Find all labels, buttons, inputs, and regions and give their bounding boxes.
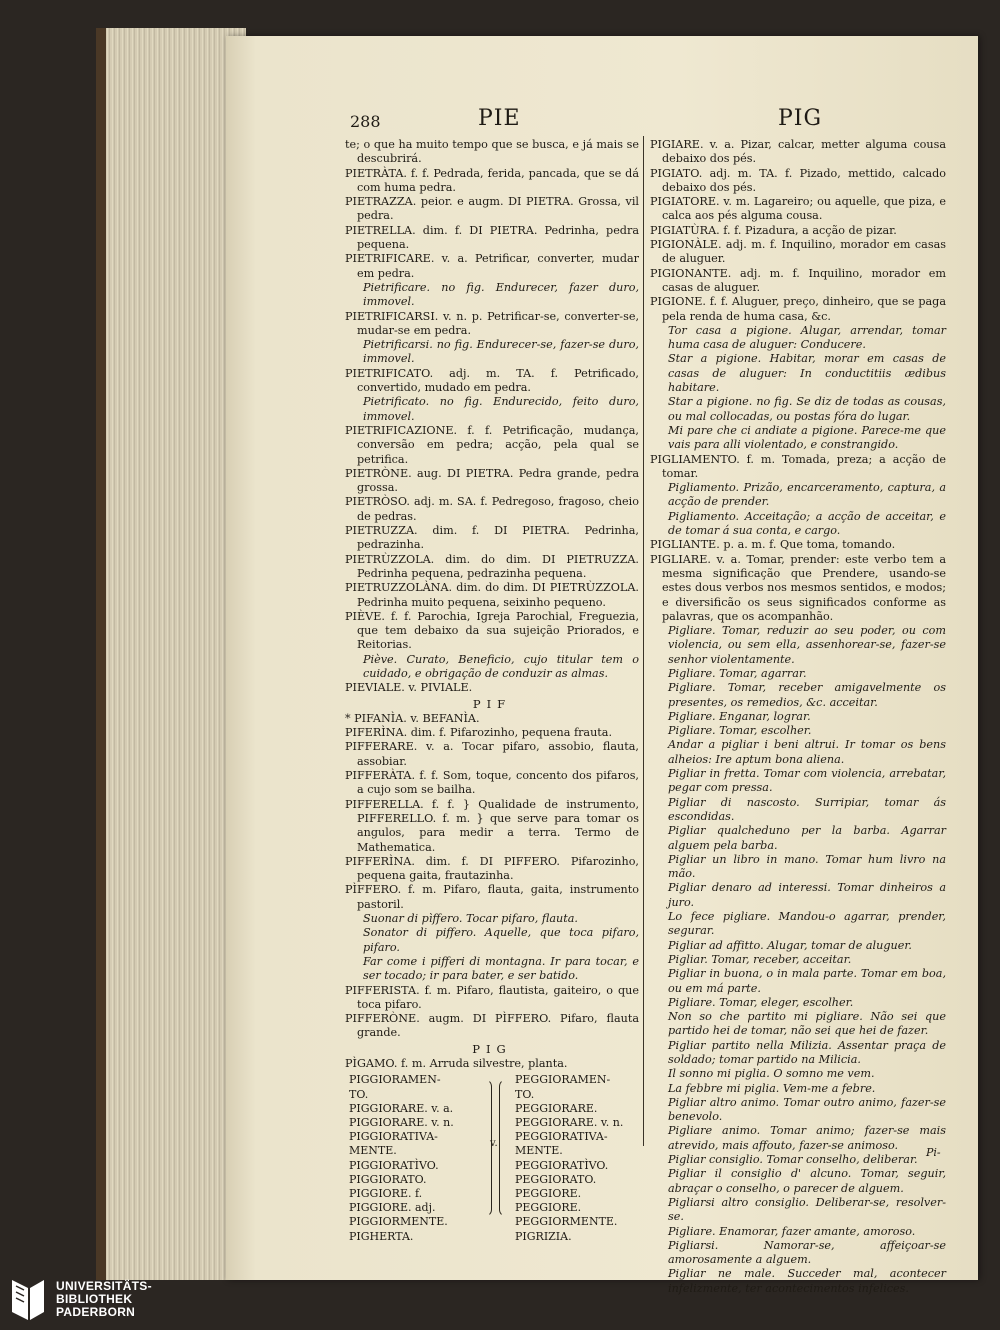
sub-entry: Pigliar ad affitto. Alugar, tomar de aluguer. bbox=[668, 938, 912, 952]
variant-item: PIGHERTA. bbox=[349, 1229, 414, 1243]
sub-entry: Pigliar qualcheduno per la barba. Agarrar alguem pela barba. bbox=[668, 824, 946, 852]
left-column bbox=[345, 138, 639, 1243]
variant-item: PIGGIORAMEN- bbox=[349, 1073, 441, 1087]
book-page-edges bbox=[96, 28, 246, 1280]
sub-entry: Andar a pigliar i beni altrui. Ir tomar os bens alheios: Ire aptum bona aliena. bbox=[668, 738, 946, 766]
variant-list-right bbox=[515, 1073, 645, 1243]
variant-item: MENTE. bbox=[515, 1144, 563, 1158]
page-header bbox=[0, 106, 1000, 136]
catchword: Pi- bbox=[926, 1146, 941, 1159]
sub-entry: Pigliar in buona, o in mala parte. Tomar em boa, ou em má parte. bbox=[668, 967, 946, 995]
dictionary-entry: PIFFERÀTA. f. f. Som, toque, concento dos pifaros, a cujo som se bailha. bbox=[345, 769, 639, 797]
sub-entry: Pigliare. Tomar, reduzir ao seu poder, ou com violencia, ou sem ella, assenhorear-se, fazer-se senhor violentamente. bbox=[668, 624, 946, 666]
running-head-left: PIE bbox=[478, 106, 521, 131]
variant-item: PEGGIORAMEN- bbox=[515, 1073, 611, 1087]
variant-see-marker: v. bbox=[490, 1138, 498, 1150]
sub-entry: Pigliar ne male. Succeder mal, acontecer infelizmente, ter acontecimentos infelices. bbox=[668, 1267, 946, 1295]
sub-entry: Pietrificato. no fig. Endurecido, feito duro, immovel. bbox=[363, 395, 639, 423]
sub-entry: Tor casa a pigione. Alugar, arrendar, tomar huma casa de aluguer: Conducere. bbox=[668, 323, 946, 352]
dictionary-entry: PIGLIAMENTO. f. m. Tomada, preza; a acção de tomar. bbox=[650, 452, 946, 480]
sub-entry: Pigliare. Tomar, eleger, escolher. bbox=[668, 995, 854, 1009]
section-heading-pig: PIG bbox=[472, 1041, 512, 1056]
variant-item: PEGGIORATÌVO. bbox=[515, 1158, 609, 1172]
variant-item: MENTE. bbox=[349, 1144, 397, 1158]
variant-list-left bbox=[349, 1073, 477, 1243]
sub-entry: Il sonno mi piglia. O somno me vem. bbox=[668, 1067, 875, 1081]
dictionary-entry: PIGLIANTE. p. a. m. f. Que toma, tomando. bbox=[650, 538, 896, 552]
dictionary-entry: PIGIONE. f. f. Aluguer, preço, dinheiro, que se paga pela renda de huma casa, &c. bbox=[650, 295, 946, 323]
variant-item: PEGGIORARE. v. n. bbox=[515, 1115, 624, 1129]
dictionary-entry: PIETRIFICAZIONE. f. f. Petrificação, mudança, conversão em pedra; acção, pela qual se petrifica. bbox=[345, 423, 639, 466]
dictionary-entry: PIGIONÀLE. adj. m. f. Inquilino, morador em casas de aluguer. bbox=[650, 238, 946, 266]
brace-right bbox=[499, 1079, 514, 1217]
sub-entry: La febbre mi piglia. Vem-me a febre. bbox=[668, 1081, 876, 1095]
sub-entry: Pigliare animo. Tomar animo; fazer-se mais atrevido, mais affouto, fazer-se animoso. bbox=[668, 1124, 946, 1152]
sub-entry: Lo fece pigliare. Mandou-o agarrar, prender, segurar. bbox=[668, 910, 946, 938]
sub-entry: Pigliare. Enamorar, fazer amante, amoroso. bbox=[668, 1224, 916, 1238]
variant-item: PIGGIORMENTE. bbox=[349, 1215, 448, 1229]
dictionary-entry: PIETRIFICARSI. v. n. p. Petrificar-se, converter-se, mudar-se em pedra. bbox=[345, 309, 639, 337]
section-heading-pif: PIF bbox=[472, 696, 512, 711]
dictionary-entry: PIETRAZZA. peior. e augm. DI PIETRA. Grossa, vil pedra. bbox=[345, 195, 639, 223]
sub-entry: Pigliarsi altro consiglio. Deliberar-se, resolver-se. bbox=[668, 1195, 946, 1224]
library-logo-line: UNIVERSITÄTS- bbox=[56, 1279, 152, 1293]
page-number: 288 bbox=[350, 112, 381, 131]
library-logo-line: PADERBORN bbox=[56, 1305, 136, 1319]
variant-item: PIGGIORARE. v. n. bbox=[349, 1115, 454, 1129]
dictionary-entry: PIFFERÒNE. augm. DI PÌFFERO. Pifaro, flauta grande. bbox=[345, 1012, 639, 1040]
sub-entry: Pigliar. Tomar, receber, acceitar. bbox=[668, 952, 852, 966]
dictionary-entry: PIETRIFICATO. adj. m. TA. f. Petrificado, convertido, mudado em pedra. bbox=[345, 366, 639, 395]
sub-entry: Sonator di piffero. Aquelle, que toca pifaro, pifaro. bbox=[363, 926, 639, 954]
dictionary-entry: PIETRUZZA. dim. f. DI PIETRA. Pedrinha, pedrazinha. bbox=[345, 524, 639, 552]
variant-item: PEGGIORE. bbox=[515, 1201, 582, 1215]
dictionary-entry: PIETRIFICARE. v. a. Petrificar, converter, mudar em pedra. bbox=[345, 252, 639, 280]
dictionary-entry: PIFFERARE. v. a. Tocar pifaro, assobio, flauta, assobiar. bbox=[345, 740, 639, 768]
sub-entry: Star a pigione. no fig. Se diz de todas as cousas, ou mal collocadas, ou postas fóra do lugar. bbox=[668, 395, 946, 423]
dictionary-entry: * PIFANÌA. v. BEFANÌA. bbox=[345, 711, 480, 725]
sub-entry: Pigliar in fretta. Tomar com violencia, arrebatar, pegar com pressa. bbox=[668, 767, 946, 795]
variant-comparison-table bbox=[345, 1073, 639, 1243]
sub-entry: Pietrificarsi. no fig. Endurecer-se, fazer-se duro, immovel. bbox=[363, 338, 639, 366]
dictionary-entry: PIGLIARE. v. a. Tomar, prender: este verbo tem a mesma significação que Prendere, usando-se estes dous verbos nos mesmos sentidos, e modos; e diversificão os seus significados conforme as palavras, que os acompanhão. bbox=[650, 552, 946, 623]
sub-entry: Pigliare. Tomar, agarrar. bbox=[668, 666, 807, 680]
variant-item: PEGGIORMENTE. bbox=[515, 1215, 618, 1229]
sub-entry: Star a pigione. Habitar, morar em casas de casas de aluguer: In conductitiis ædibus habitare. bbox=[668, 352, 946, 395]
sub-entry: Piève. Curato, Beneficio, cujo titular tem o cuidado, e obrigação de conduzir as almas. bbox=[363, 652, 639, 680]
sub-entry: Pigliare. Tomar, escolher. bbox=[668, 724, 812, 738]
dictionary-entry: PÌFFERO. f. m. Pifaro, flauta, gaita, instrumento pastoril. bbox=[345, 883, 639, 911]
variant-item: PIGRIZIA. bbox=[515, 1229, 572, 1243]
dictionary-entry: PÌGAMO. f. m. Arruda silvestre, planta. bbox=[345, 1057, 568, 1070]
sub-entry: Pigliar consiglio. Tomar conselho, deliberar. bbox=[668, 1153, 918, 1167]
variant-item: PIGGIORARE. v. a. bbox=[349, 1101, 454, 1115]
library-logo bbox=[8, 1276, 208, 1326]
sub-entry: Pigliamento. Prizão, encarceramento, captura, a acção de prender. bbox=[668, 481, 946, 509]
sub-entry: Pigliar partito nella Milizia. Assentar praça de soldado; tomar partido na Milicia. bbox=[668, 1038, 946, 1066]
library-logo-text bbox=[56, 1280, 152, 1319]
variant-item: TO. bbox=[349, 1087, 369, 1101]
dictionary-entry: PIETRÙZZOLA. dim. do dim. DI PIETRUZZA. Pedrinha pequena, pedrazinha pequena. bbox=[345, 552, 639, 580]
running-head-right: PIG bbox=[778, 106, 823, 131]
sub-entry: Far come i pifferi di montagna. Ir para tocar, e ser tocado; ir para bater, e ser batido. bbox=[363, 954, 639, 983]
variant-item: PIGGIORE. f. bbox=[349, 1186, 423, 1200]
column-divider bbox=[643, 136, 644, 1146]
sub-entry: Mi pare che ci andiate a pigione. Parece-me que vais para alli violentado, e constrangido. bbox=[668, 423, 946, 452]
variant-item: PIGGIORATO. bbox=[349, 1172, 427, 1186]
sub-entry: Pigliare. Enganar, lograr. bbox=[668, 709, 811, 723]
variant-item: PIGGIORE. adj. bbox=[349, 1201, 436, 1215]
variant-item: PEGGIORATIVA- bbox=[515, 1130, 608, 1144]
dictionary-entry: PIFFERISTA. f. m. Pifaro, flautista, gaiteiro, o que toca pifaro. bbox=[345, 983, 639, 1011]
dictionary-entry: PIETRÀTA. f. f. Pedrada, ferida, pancada, que se dá com huma pedra. bbox=[345, 166, 639, 194]
dictionary-entry: PIETRUZZOLÀNA. dim. do dim. DI PIETRÙZZOLA. Pedrinha muito pequena, seixinho pequeno. bbox=[345, 581, 639, 609]
dictionary-entry: PIGIATORE. v. m. Lagareiro; ou aquelle, que piza, e calca aos pés alguma cousa. bbox=[650, 195, 946, 223]
dictionary-entry: PIFFERELLA. f. f. } Qualidade de instrumento, PIFFERELLO. f. m. } que serve para tomar os angulos, para medir a terra. Termo de Mathematica. bbox=[345, 797, 639, 854]
dictionary-entry: PIFERÌNA. dim. f. Pifarozinho, pequena frauta. bbox=[345, 726, 613, 740]
variant-item: PIGGIORATÌVO. bbox=[349, 1158, 439, 1172]
sub-entry: Pigliamento. Acceitação; a acção de acceitar, e de tomar á sua conta, e cargo. bbox=[668, 509, 946, 538]
dictionary-entry: PIGIATO. adj. m. TA. f. Pizado, mettido, calcado debaixo dos pés. bbox=[650, 166, 946, 194]
variant-item: PEGGIORE. bbox=[515, 1186, 582, 1200]
sub-entry: Suonar di pìffero. Tocar pifaro, flauta. bbox=[363, 912, 578, 926]
sub-entry: Non so che partito mi pigliare. Não sei que partido hei de tomar, não sei que hei de fazer. bbox=[668, 1010, 946, 1038]
variant-item: TO. bbox=[515, 1087, 535, 1101]
dictionary-entry: PIGIONANTE. adj. m. f. Inquilino, morador em casas de aluguer. bbox=[650, 266, 946, 294]
dictionary-entry: PIGIARE. v. a. Pizar, calcar, metter alguma cousa debaixo dos pés. bbox=[650, 138, 946, 166]
sub-entry: Pietrificare. no fig. Endurecer, fazer duro, immovel. bbox=[363, 280, 639, 309]
variant-item: PEGGIORARE. bbox=[515, 1101, 598, 1115]
dictionary-entry: te; o que ha muito tempo que se busca, e já mais se descubrirá. bbox=[345, 138, 639, 166]
sub-entry: Pigliar il consiglio d' alcuno. Tomar, seguir, abraçar o conselho, o parecer de alguem. bbox=[668, 1167, 946, 1195]
dictionary-entry: PIETRÒNE. aug. DI PIETRA. Pedra grande, pedra grossa. bbox=[345, 466, 639, 495]
right-column bbox=[650, 138, 946, 1296]
sub-entry: Pigliar denaro ad interessi. Tomar dinheiros a juro. bbox=[668, 881, 946, 909]
dictionary-entry: PIEVIALE. v. PIVIALE. bbox=[345, 681, 473, 695]
library-logo-line: BIBLIOTHEK bbox=[56, 1292, 133, 1306]
sub-entry: Pigliar di nascosto. Surripiar, tomar ás escondidas. bbox=[668, 795, 946, 823]
dictionary-entry: PIFFERÌNA. dim. f. DI PIFFERO. Pifarozinho, pequena gaita, frautazinha. bbox=[345, 854, 639, 883]
variant-item: PIGGIORATIVA- bbox=[349, 1130, 438, 1144]
sub-entry: Pigliar altro animo. Tomar outro animo, fazer-se benevolo. bbox=[668, 1095, 946, 1124]
variant-item: PEGGIORATO. bbox=[515, 1172, 597, 1186]
dictionary-entry: PIETRÒSO. adj. m. SA. f. Pedregoso, fragoso, cheio de pedras. bbox=[345, 495, 639, 523]
sub-entry: Pigliarsi. Namorar-se, affeiçoar-se amorosamente a alguem. bbox=[668, 1238, 946, 1267]
library-logo-icon bbox=[8, 1278, 48, 1322]
sub-entry: Pigliar un libro in mano. Tomar hum livro na mão. bbox=[668, 852, 946, 881]
dictionary-entry: PIETRELLA. dim. f. DI PIETRA. Pedrinha, pedra pequena. bbox=[345, 223, 639, 252]
dictionary-entry: PIGIATÙRA. f. f. Pizadura, a acção de pizar. bbox=[650, 223, 897, 237]
dictionary-entry: PIÈVE. f. f. Parochia, Igreja Parochial, Freguezia, que tem debaixo da sua sujeição Priorados, e Reitorias. bbox=[345, 609, 639, 652]
sub-entry: Pigliare. Tomar, receber amigavelmente os presentes, os remedios, &c. acceitar. bbox=[668, 681, 946, 709]
